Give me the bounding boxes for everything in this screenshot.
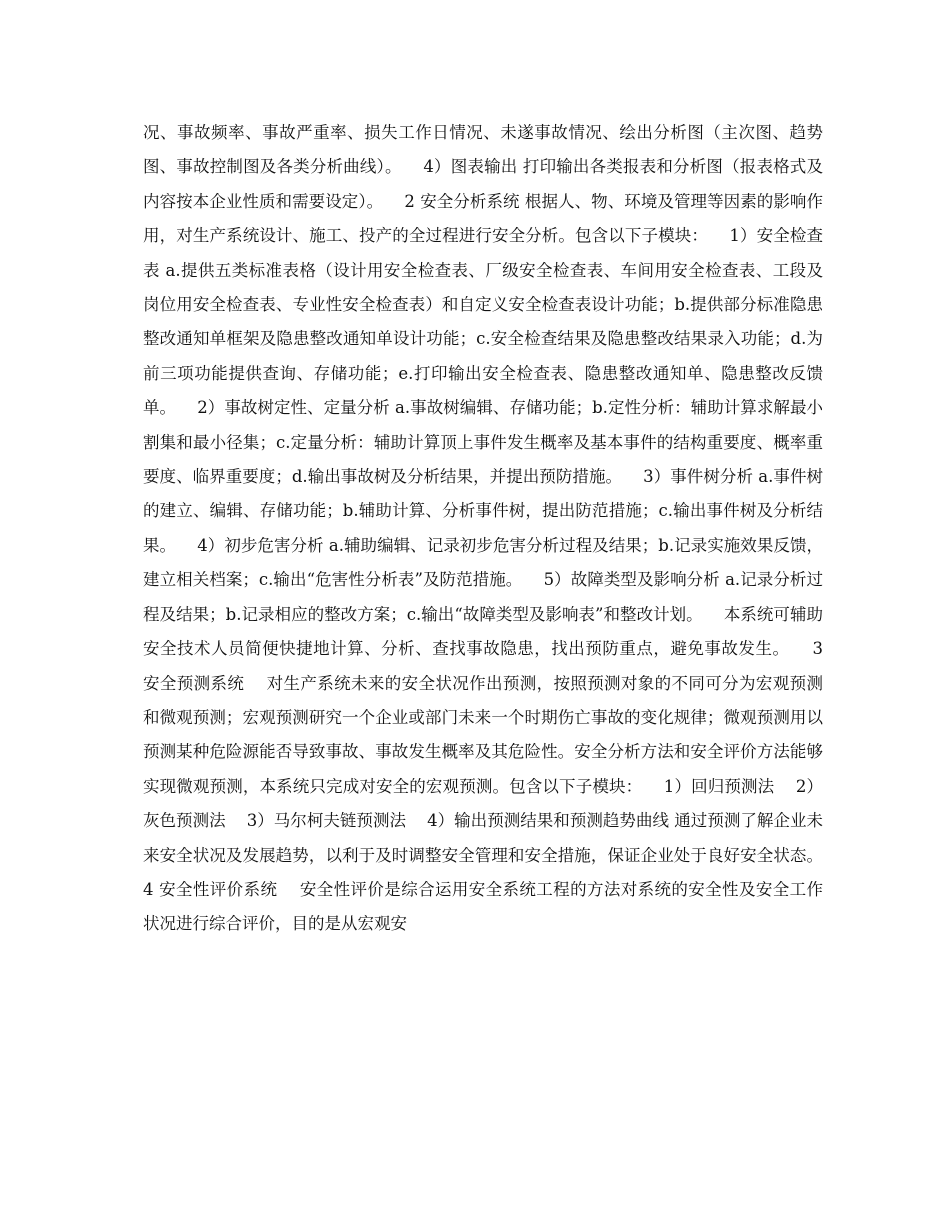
body-paragraph: 况、事故频率、事故严重率、损失工作日情况、未遂事故情况、绘出分析图（主次图、趋势图、事故控制图及各类分析曲线）。 4）图表输出 打印输出各类报表和分析图（报表格式及内容按本企业性质和需要设定）。 2 安全分析系统 根据人、物、环境及管理等因素的影响作用，对生产系统设计、施工、投产的全过程进行安全分析。包含以下子模块： 1）安全检查表 a.提供五类标准表格（设计用安全检查表、厂级安全检查表、车间用安全检查表、工段及岗位用安全检查表、专业性安全检查表）和自定义安全检查表设计功能；b.提供部分标准隐患整改通知单框架及隐患整改通知单设计功能；c.安全检查结果及隐患整改结果录入功能；d.为前三项功能提供查询、存储功能；e.打印输出安全检查表、隐患整改通知单、隐患整改反馈单。 2）事故树定性、定量分析 a.事故树编辑、存储功能；b.定性分析：辅助计算求解最小割集和最小径集；c.定量分析：辅助计算顶上事件发生概率及基本事件的结构重要度、概率重要度、临界重要度；d.输出事故树及分析结果，并提出预防措施。 3）事件树分析 a.事件树的建立、编辑、存储功能；b.辅助计算、分析事件树，提出防范措施；c.输出事件树及分析结果。 4）初步危害分析 a.辅助编辑、记录初步危害分析过程及结果；b.记录实施效果反馈，建立相关档案；c.输出“危害性分析表”及防范措施。 5）故障类型及影响分析 a.记录分析过程及结果；b.记录相应的整改方案；c.输出“故障类型及影响表”和整改计划。 本系统可辅助安全技术人员简便快捷地计算、分析、查找事故隐患，找出预防重点，避免事故发生。 3 安全预测系统 对生产系统未来的安全状况作出预测，按照预测对象的不同可分为宏观预测和微观预测；宏观预测研究一个企业或部门未来一个时期伤亡事故的变化规律；微观预测用以预测某种危险源能否导致事故、事故发生概率及其危险性。安全分析方法和安全评价方法能够实现微观预测，本系统只完成对安全的宏观预测。包含以下子模块： 1）回归预测法 2）灰色预测法 3）马尔柯夫链预测法 4）输出预测结果和预测趋势曲线 通过预测了解企业未来安全状况及发展趋势，以利于及时调整安全管理和安全措施，保证企业处于良好安全状态。 4 安全性评价系统 安全性评价是综合运用安全系统工程的方法对系统的安全性及安全工作状况进行综合评价，目的是从宏观安: [143, 123, 844, 934]
